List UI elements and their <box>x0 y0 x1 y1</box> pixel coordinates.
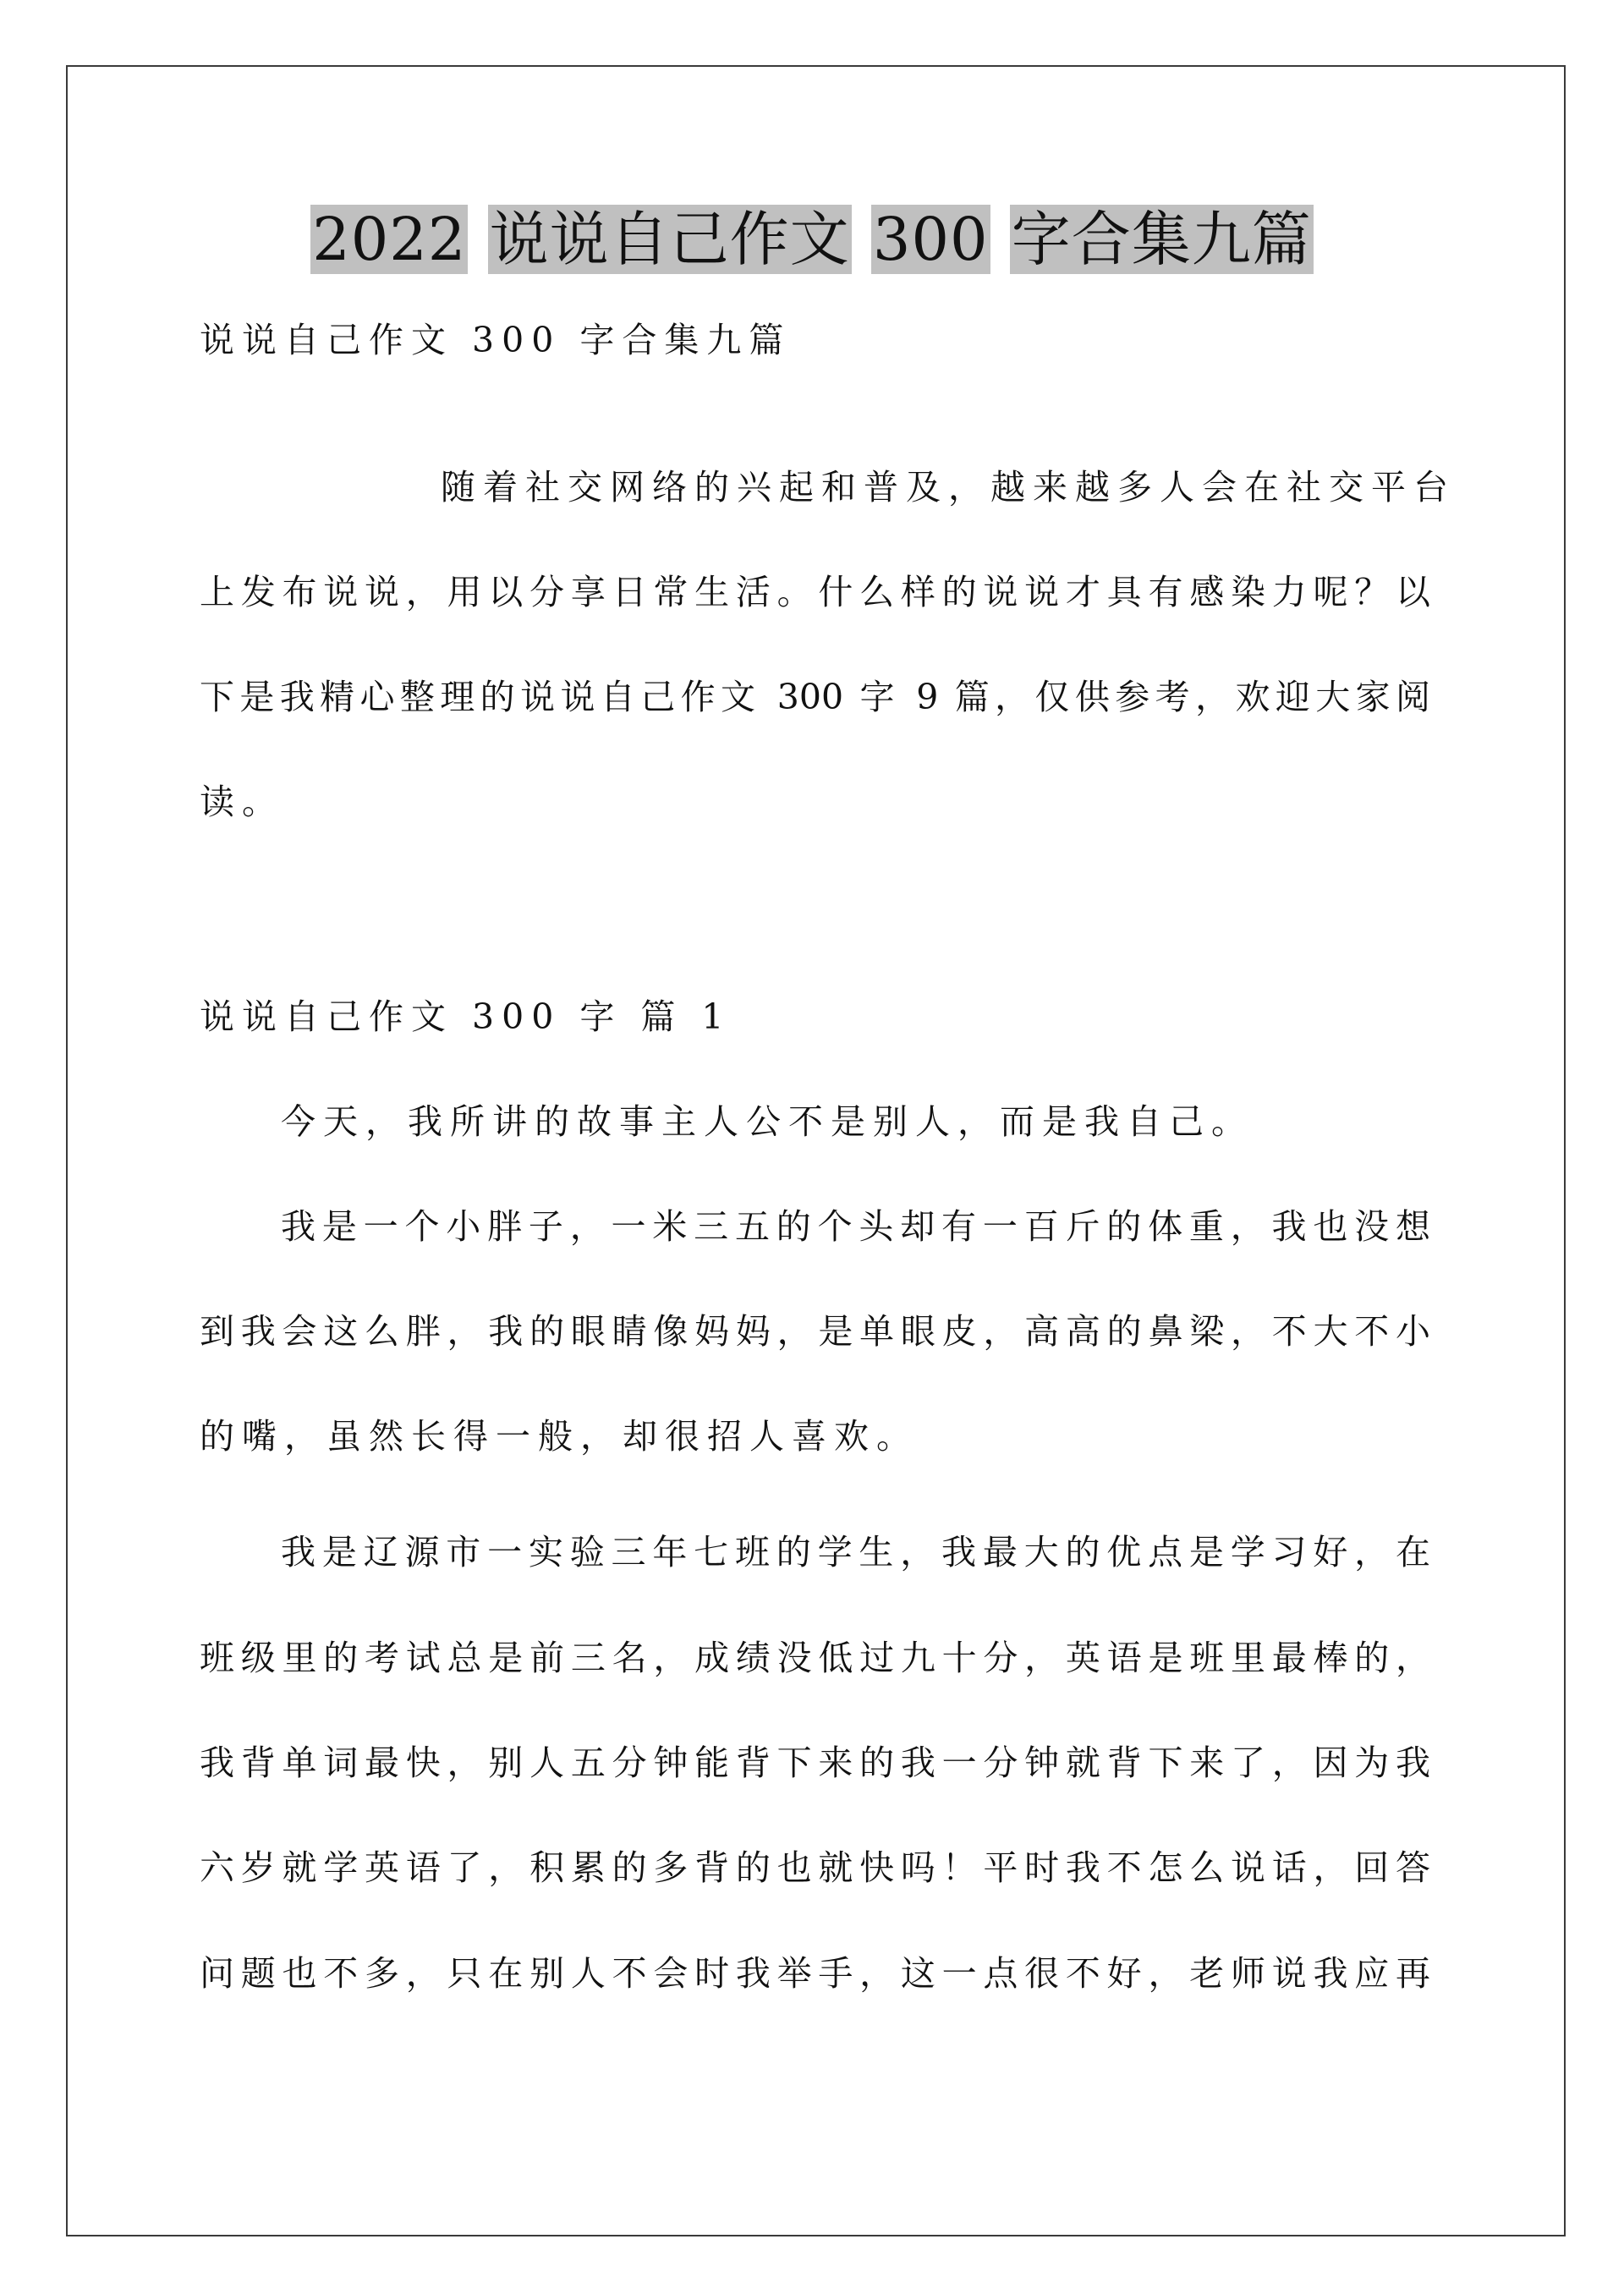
intro-line: 下是我精心整理的说说自己作文 300 字 9 篇，仅供参考，欢迎大家阅 <box>200 677 1430 717</box>
body-line: 六岁就学英语了，积累的多背的也就快吗！平时我不怎么说话，回答 <box>200 1847 1430 1888</box>
body-line: 今天，我所讲的故事主人公不是别人，而是我自己。 <box>281 1101 1254 1142</box>
title-part-collection: 字合集九篇 <box>1011 205 1312 274</box>
intro-line: 随着社交网络的兴起和普及，越来越多人会在社交平台 <box>441 467 1456 508</box>
intro-line: 上发布说说，用以分享日常生活。什么样的说说才具有感染力呢？以 <box>200 572 1430 612</box>
body-line: 我是辽源市一实验三年七班的学生，我最大的优点是学习好，在 <box>281 1532 1430 1572</box>
document-subtitle: 说说自己作文 300 字合集九篇 <box>200 320 792 360</box>
title-part-topic: 说说自己作文 <box>489 205 850 274</box>
title-part-count: 300 <box>872 205 989 274</box>
document-title <box>0 201 1624 277</box>
page-border <box>66 65 1566 2236</box>
body-line: 我是一个小胖子，一米三五的个头却有一百斤的体重，我也没想 <box>281 1206 1430 1247</box>
body-line: 班级里的考试总是前三名，成绩没低过九十分，英语是班里最棒的， <box>200 1638 1430 1678</box>
body-line: 到我会这么胖，我的眼睛像妈妈，是单眼皮，高高的鼻梁，不大不小 <box>200 1311 1430 1352</box>
intro-line: 读。 <box>200 782 284 822</box>
body-line: 问题也不多，只在别人不会时我举手，这一点很不好，老师说我应再 <box>200 1953 1430 1994</box>
body-line: 我背单词最快，别人五分钟能背下来的我一分钟就背下来了，因为我 <box>200 1742 1430 1783</box>
section-heading: 说说自己作文 300 字 篇 1 <box>200 996 732 1037</box>
body-line: 的嘴，虽然长得一般，却很招人喜欢。 <box>200 1416 919 1457</box>
title-part-year: 2022 <box>312 205 467 274</box>
